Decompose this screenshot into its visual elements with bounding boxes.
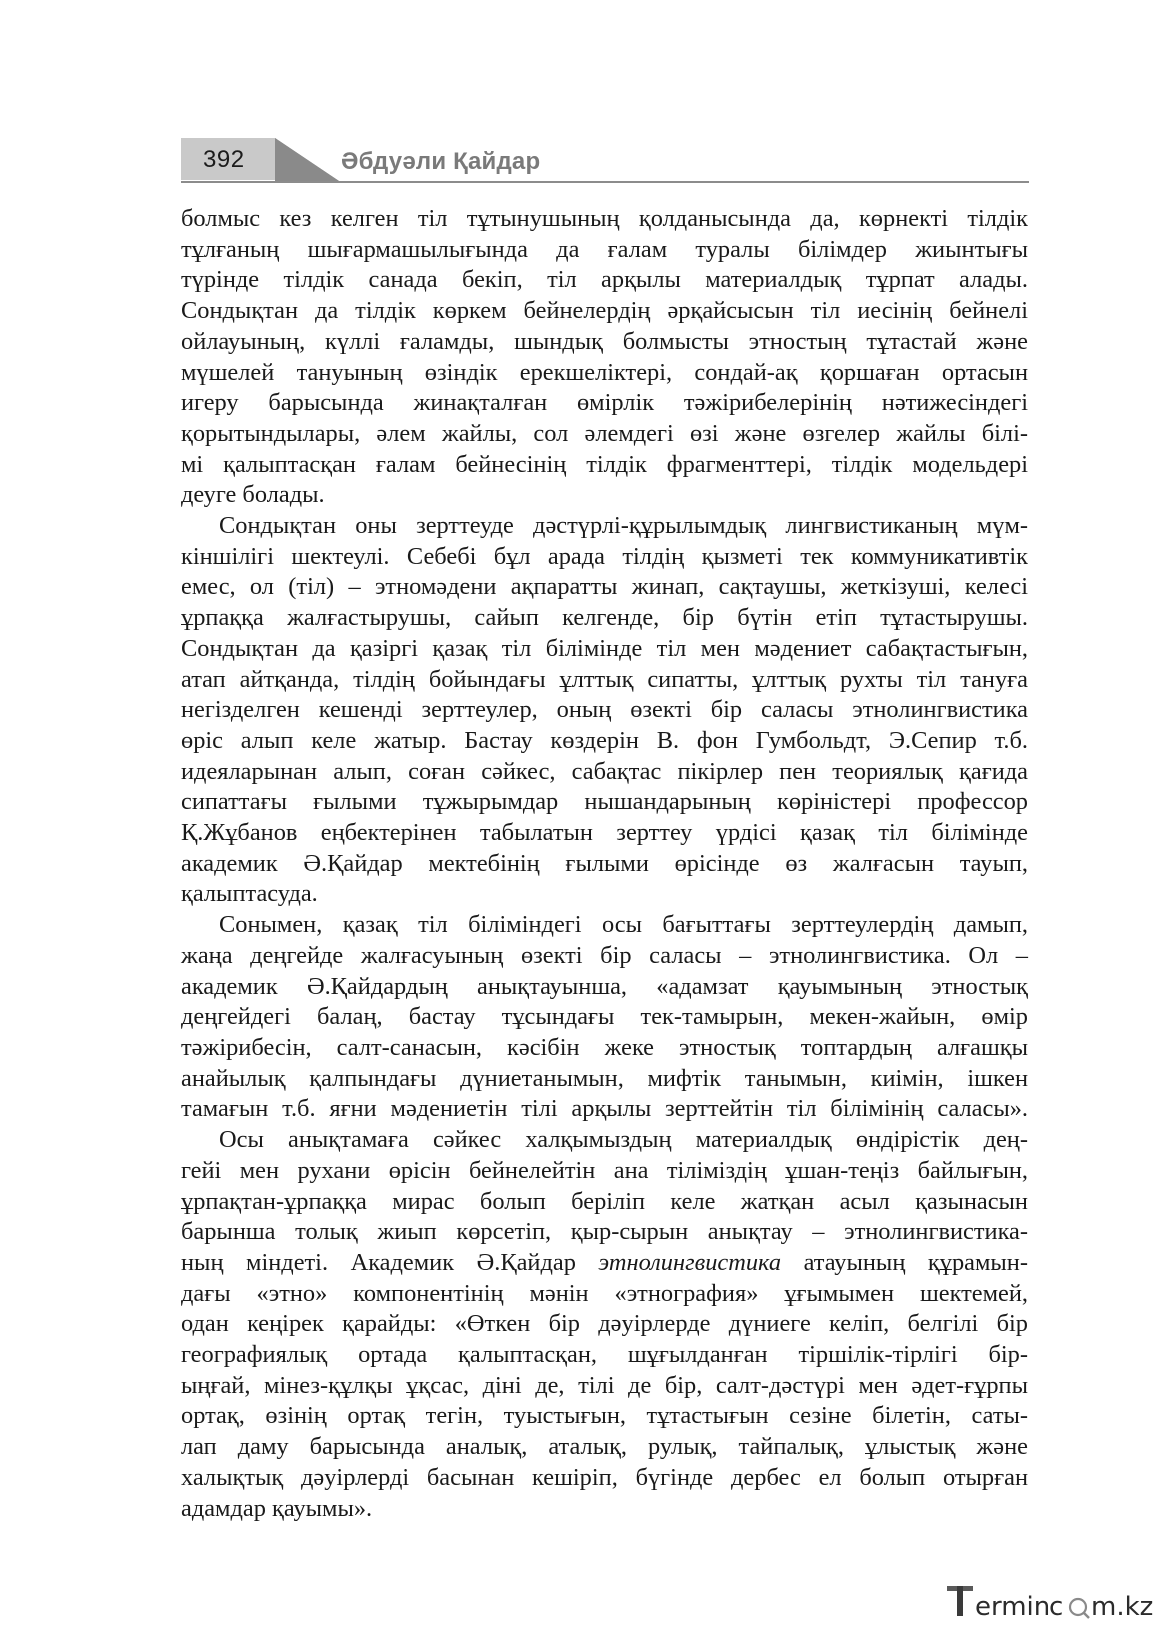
page-number: 392 — [203, 146, 245, 173]
body-text — [181, 204, 1028, 1524]
text-line: деуге болады. — [181, 481, 325, 509]
text-fragment: атауының құрамын- — [803, 1248, 1028, 1276]
text-line: емес, ол (тіл) – этномәдени ақпаратты жинап, сақтаушы, жеткізуші, келесі — [181, 573, 1028, 601]
text-line: деңгейдегі балаң, бастау тұсындағы тек-тамырын, мекен-жайын, өмір — [181, 1003, 1028, 1031]
text-line: дағы «этно» компонентінің мәнін «этнография» ұғымымен шектемей, — [181, 1279, 1028, 1307]
svg-text:ermin: ermin — [975, 1592, 1051, 1622]
text-line: жаңа деңгейде жалғасуының өзекті бір саласы – этнолингвистика. Ол – — [181, 941, 1028, 969]
text-line: мі қалыптасқан ғалам бейнесінің тілдік фрагменттері, тілдік модельдері — [181, 450, 1028, 478]
text-line: ұрпақтан-ұрпаққа мирас болып беріліп келе жатқан асыл қазынасын — [181, 1187, 1028, 1215]
text-line: қалыптасуда. — [181, 880, 318, 908]
text-line: мүшелей тануының өзіндік ерекшеліктері, сондай-ақ қоршаған ортасын — [181, 358, 1028, 386]
text-line: Қ.Жұбанов еңбектерінен табылатын зерттеу үрдісі қазақ тіл білімінде — [181, 819, 1028, 847]
svg-text:m.kz: m.kz — [1091, 1592, 1154, 1622]
text-line: болмыс кез келген тіл тұтынушының қолданысында да, көрнекті тілдік — [181, 205, 1028, 232]
text-line: халықтық дәуірлерді басынан кешіріп, бүгінде дербес ел болып отырған — [181, 1463, 1028, 1491]
text-line: одан кеңірек қарайды: «Өткен бір дәуірлерде дүниеге келіп, белгілі бір — [181, 1310, 1028, 1338]
text-line: Сондықтан оны зерттеуде дәстүрлі-құрылымдық лингвистиканың мүм- — [219, 512, 1028, 540]
termincom-watermark-logo — [945, 1580, 1154, 1624]
text-line: түрінде тілдік санада бекіп, тіл арқылы материалдық тұрпат алады. — [181, 266, 1028, 294]
text-line: адамдар қауымы». — [181, 1494, 373, 1522]
text-line: сипаттағы ғылыми тұжырымдар нышандарының көріністері профессор — [181, 788, 1028, 816]
text-line: Сонымен, қазақ тіл біліміндегі осы бағыттағы зерттеулердің дамып, — [219, 911, 1028, 939]
text-line: академик Ә.Қайдар мектебінің ғылыми өрісінде өз жалғасын тауып, — [181, 849, 1028, 877]
text-line: анайылық қалпындағы дүниетанымын, мифтік танымын, киімін, ішкен — [181, 1064, 1028, 1092]
text-line: Сондықтан да тілдік көркем бейнелердің әрқайсысын тіл иесінің бейнелі — [181, 297, 1028, 325]
text-line: игеру барысында жинақталған өмірлік тәжірибелерінің нәтижесіндегі — [181, 389, 1028, 417]
text-line: негізделген кешенді зерттеулер, оның өзекті бір саласы этнолингвистика — [181, 696, 1028, 724]
italic-term: этнолингвистика — [598, 1248, 782, 1276]
text-line: идеяларынан алып, соған сәйкес, сабақтас пікірлер пен теориялық қағида — [181, 757, 1028, 785]
text-line: кіншілігі шектеулі. Себебі бұл арада тілдің қызметі тек коммуникативтік — [181, 542, 1028, 570]
paragraph-3 — [181, 910, 1028, 1125]
text-fragment: ның міндеті. Академик Ә.Қайдар — [181, 1248, 576, 1276]
text-line: тәжірибесін, салт-санасын, кәсібін жеке этностық топтардың алғашқы — [181, 1033, 1028, 1061]
watermark-logo-graphic — [945, 1580, 1154, 1624]
text-line: Сондықтан да қазіргі қазақ тіл білімінде тіл мен мәдениет сабақтастығын, — [181, 634, 1028, 662]
text-line: Осы анықтамаға сәйкес халқымыздың материалдық өндірістік дең- — [219, 1126, 1028, 1154]
text-line: географиялық ортада қалыптасқан, шұғылданған тіршілік-тірлігі бір- — [181, 1341, 1028, 1369]
text-line: ойлауының, күллі ғаламды, шындық болмысты этностың тұтастай және — [181, 327, 1028, 355]
running-head — [181, 138, 1029, 186]
text-line: лап даму барысында аналық, аталық, рулық, тайпалық, ұлыстық және — [181, 1433, 1028, 1461]
text-line: барынша толық жиып көрсетіп, қыр-сырын анықтау – этнолингвистика- — [181, 1218, 1028, 1246]
text-line: ұрпаққа жалғастырушы, сайып келгенде, бір бүтін етіп тұтастырушы. — [181, 604, 1028, 632]
page-number-tab — [181, 138, 275, 180]
header-rule — [181, 181, 1029, 183]
text-line: академик Ә.Қайдардың анықтауынша, «адамзат қауымының этностық — [181, 972, 1028, 1000]
text-line: тұлғаның шығармашылығында да ғалам туралы білімдер жиынтығы — [181, 235, 1028, 263]
text-line: өріс алып келе жатыр. Бастау көздерін В. фон Гумбольдт, Э.Сепир т.б. — [181, 726, 1028, 754]
paragraph-2 — [181, 511, 1028, 910]
text-line-with-term — [181, 1248, 1028, 1279]
text-line: қорытындылары, әлем жайлы, сол әлемдегі өзі және өзгелер жайлы білі- — [181, 419, 1028, 447]
text-line: ыңғай, мінез-құлқы ұқсас, діні де, тілі де бір, салт-дәстүрі мен әдет-ғұрпы — [181, 1371, 1028, 1399]
text-line: атап айтқанда, тілдің бойындағы ұлттық сипатты, ұлттық рухты тіл тануға — [181, 665, 1028, 693]
paragraph-4 — [181, 1125, 1028, 1524]
svg-text:c: c — [1049, 1592, 1064, 1622]
text-line: ортақ, өзінің ортақ тегін, туыстығын, тұтастығын сезіне білетін, саты- — [181, 1402, 1028, 1430]
header-arrow-shape — [275, 138, 339, 182]
running-head-author: Әбдуәли Қайдар — [341, 148, 541, 175]
text-line: тамағын т.б. яғни мәдениетін тілі арқылы зерттейтін тіл білімінің саласы». — [181, 1095, 1028, 1123]
paragraph-1 — [181, 204, 1028, 511]
text-line: гейі мен рухани өрісін бейнелейтін ана тіліміздің ұшан-теңіз байлығын, — [181, 1156, 1028, 1184]
